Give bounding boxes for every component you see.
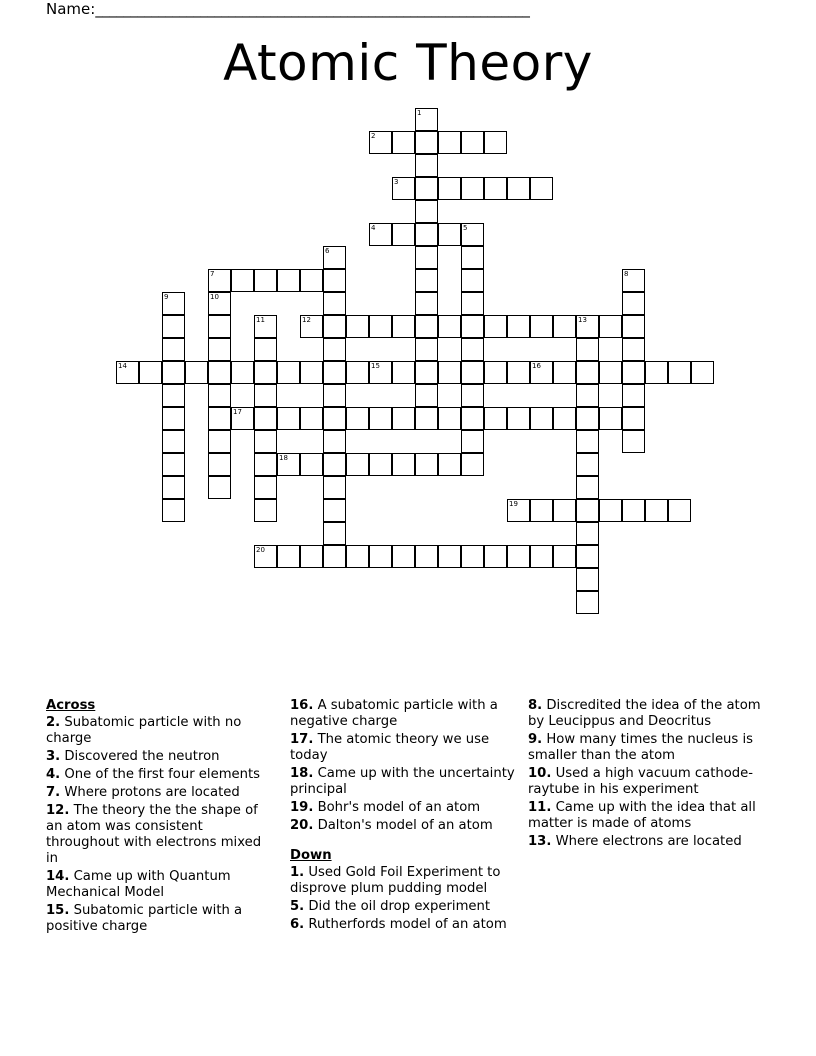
crossword-cell[interactable] — [622, 407, 645, 430]
crossword-cell[interactable] — [461, 246, 484, 269]
crossword-cell[interactable] — [323, 384, 346, 407]
clue-column-2 — [290, 698, 528, 935]
clue-number: 15. — [46, 903, 70, 918]
crossword-cell[interactable] — [208, 430, 231, 453]
crossword-cell[interactable] — [323, 292, 346, 315]
clue-spacer — [290, 836, 528, 848]
crossword-cell[interactable] — [392, 545, 415, 568]
cell-number: 8 — [624, 270, 629, 278]
clue-item — [290, 698, 528, 730]
cell-number: 18 — [279, 454, 288, 462]
crossword-cell[interactable] — [208, 292, 231, 315]
crossword-cell[interactable] — [392, 131, 415, 154]
crossword-cell[interactable] — [162, 476, 185, 499]
crossword-cell[interactable] — [323, 476, 346, 499]
clue-number: 2. — [46, 715, 61, 730]
cell-number: 2 — [371, 132, 376, 140]
crossword-cell[interactable] — [507, 177, 530, 200]
crossword-cell[interactable] — [254, 315, 277, 338]
clue-text: A subatomic particle with a negative charge — [290, 698, 498, 729]
crossword-cell[interactable] — [507, 361, 530, 384]
crossword-cell[interactable] — [415, 223, 438, 246]
clue-item — [290, 766, 528, 798]
clue-column-3 — [528, 698, 768, 852]
crossword-cell[interactable] — [461, 453, 484, 476]
clue-text: Where protons are located — [60, 785, 240, 800]
clue-text: One of the first four elements — [60, 767, 261, 782]
crossword-cell[interactable] — [484, 131, 507, 154]
crossword-cell[interactable] — [622, 269, 645, 292]
crossword-cell[interactable] — [208, 338, 231, 361]
clue-text: Bohr's model of an atom — [313, 800, 481, 815]
crossword-cell[interactable] — [622, 338, 645, 361]
crossword-cell[interactable] — [438, 223, 461, 246]
crossword-cell[interactable] — [369, 545, 392, 568]
clue-text: Discovered the neutron — [60, 749, 220, 764]
crossword-cell[interactable] — [208, 453, 231, 476]
crossword-cell[interactable] — [622, 499, 645, 522]
crossword-cell[interactable] — [576, 315, 599, 338]
crossword-cell[interactable] — [392, 315, 415, 338]
crossword-cell[interactable] — [116, 361, 139, 384]
crossword-cell[interactable] — [254, 338, 277, 361]
clue-item — [528, 834, 768, 850]
crossword-cell[interactable] — [553, 361, 576, 384]
crossword-cell[interactable] — [300, 453, 323, 476]
crossword-cell[interactable] — [599, 361, 622, 384]
crossword-cell[interactable] — [645, 361, 668, 384]
cell-number: 13 — [578, 316, 587, 324]
crossword-cell[interactable] — [254, 269, 277, 292]
crossword-cell[interactable] — [530, 499, 553, 522]
across-heading: Across — [46, 698, 96, 713]
crossword-cell[interactable] — [461, 131, 484, 154]
crossword-cell[interactable] — [553, 499, 576, 522]
clue-text: How many times the nucleus is smaller than the atom — [528, 732, 754, 763]
crossword-cell[interactable] — [484, 545, 507, 568]
clue-item — [46, 803, 274, 867]
crossword-cell[interactable] — [392, 407, 415, 430]
clue-item — [46, 767, 274, 783]
crossword-cell[interactable] — [254, 499, 277, 522]
crossword-cell[interactable] — [208, 269, 231, 292]
crossword-cell[interactable] — [369, 453, 392, 476]
name-field-line — [46, 0, 746, 18]
crossword-cell[interactable] — [576, 384, 599, 407]
crossword-cell[interactable] — [461, 430, 484, 453]
crossword-cell[interactable] — [461, 361, 484, 384]
crossword-cell[interactable] — [139, 361, 162, 384]
crossword-cell[interactable] — [208, 315, 231, 338]
clue-number: 9. — [528, 732, 543, 747]
crossword-cell[interactable] — [369, 131, 392, 154]
clue-item — [290, 899, 528, 915]
crossword-cell[interactable] — [185, 361, 208, 384]
crossword-cell[interactable] — [323, 453, 346, 476]
cell-number: 6 — [325, 247, 330, 255]
clue-text: Subatomic particle with a positive charge — [46, 903, 243, 934]
crossword-cell[interactable] — [461, 384, 484, 407]
name-label: Name: — [46, 0, 96, 18]
crossword-cell[interactable] — [162, 430, 185, 453]
cell-number: 11 — [256, 316, 265, 324]
crossword-cell[interactable] — [507, 315, 530, 338]
clue-item — [290, 917, 528, 933]
crossword-cell[interactable] — [300, 361, 323, 384]
cell-number: 4 — [371, 224, 376, 232]
crossword-cell[interactable] — [576, 568, 599, 591]
cell-number: 10 — [210, 293, 219, 301]
clue-text: Used a high vacuum cathode-raytube in his experiment — [528, 766, 754, 797]
crossword-cell[interactable] — [438, 315, 461, 338]
crossword-cell[interactable] — [438, 545, 461, 568]
crossword-cell[interactable] — [530, 545, 553, 568]
crossword-cell[interactable] — [507, 499, 530, 522]
crossword-cell[interactable] — [415, 177, 438, 200]
crossword-cell[interactable] — [323, 269, 346, 292]
crossword-cell[interactable] — [208, 384, 231, 407]
clue-number: 13. — [528, 834, 552, 849]
crossword-cell[interactable] — [162, 292, 185, 315]
clue-text: Came up with Quantum Mechanical Model — [46, 869, 231, 900]
crossword-cell[interactable] — [576, 338, 599, 361]
clue-number: 10. — [528, 766, 552, 781]
crossword-cell[interactable] — [622, 430, 645, 453]
crossword-cell[interactable] — [162, 338, 185, 361]
crossword-cell[interactable] — [599, 315, 622, 338]
crossword-cell[interactable] — [162, 315, 185, 338]
cell-number: 16 — [532, 362, 541, 370]
clue-number: 3. — [46, 749, 61, 764]
crossword-cell[interactable] — [162, 384, 185, 407]
clue-number: 16. — [290, 698, 314, 713]
crossword-cell[interactable] — [415, 200, 438, 223]
crossword-cell[interactable] — [576, 430, 599, 453]
crossword-cell[interactable] — [622, 292, 645, 315]
clue-item — [46, 785, 274, 801]
crossword-cell[interactable] — [162, 499, 185, 522]
crossword-cell[interactable] — [231, 269, 254, 292]
crossword-cell[interactable] — [162, 453, 185, 476]
crossword-cell[interactable] — [530, 361, 553, 384]
crossword-cell[interactable] — [438, 177, 461, 200]
clue-item — [46, 869, 274, 901]
clue-text: The atomic theory we use today — [290, 732, 490, 763]
crossword-cell[interactable] — [599, 407, 622, 430]
clue-number: 4. — [46, 767, 61, 782]
clue-number: 14. — [46, 869, 70, 884]
down-heading: Down — [290, 848, 332, 863]
crossword-cell[interactable] — [461, 545, 484, 568]
clue-number: 1. — [290, 865, 305, 880]
clue-item — [528, 766, 768, 798]
crossword-cell[interactable] — [507, 407, 530, 430]
crossword-cell[interactable] — [484, 315, 507, 338]
name-write-line: ______________________________________________________________ — [95, 0, 530, 18]
clue-text: Came up with the uncertainty principal — [290, 766, 515, 797]
crossword-cell[interactable] — [645, 499, 668, 522]
crossword-grid — [0, 108, 816, 554]
cell-number: 5 — [463, 224, 468, 232]
crossword-cell[interactable] — [461, 177, 484, 200]
crossword-cell[interactable] — [346, 453, 369, 476]
crossword-cell[interactable] — [576, 499, 599, 522]
crossword-cell[interactable] — [484, 177, 507, 200]
crossword-cell[interactable] — [392, 223, 415, 246]
clue-number: 18. — [290, 766, 314, 781]
clue-number: 19. — [290, 800, 314, 815]
crossword-cell[interactable] — [415, 108, 438, 131]
crossword-cell[interactable] — [415, 292, 438, 315]
crossword-cell[interactable] — [507, 545, 530, 568]
clue-text: Subatomic particle with no charge — [46, 715, 242, 746]
crossword-cell[interactable] — [576, 522, 599, 545]
crossword-cell[interactable] — [346, 407, 369, 430]
crossword-cell[interactable] — [208, 407, 231, 430]
crossword-cell[interactable] — [484, 407, 507, 430]
clue-item — [290, 818, 528, 834]
crossword-cell[interactable] — [691, 361, 714, 384]
crossword-cell[interactable] — [231, 361, 254, 384]
crossword-cell[interactable] — [277, 453, 300, 476]
crossword-cell[interactable] — [461, 315, 484, 338]
crossword-cell[interactable] — [392, 361, 415, 384]
clue-text: Used Gold Foil Experiment to disprove plum pudding model — [290, 865, 501, 896]
crossword-cell[interactable] — [576, 407, 599, 430]
crossword-cell[interactable] — [415, 453, 438, 476]
crossword-cell[interactable] — [392, 453, 415, 476]
crossword-cell[interactable] — [668, 499, 691, 522]
crossword-cell[interactable] — [323, 430, 346, 453]
crossword-cell[interactable] — [415, 361, 438, 384]
clue-text: The theory the the shape of an atom was consistent throughout with electrons mixed in — [46, 803, 262, 866]
crossword-cell[interactable] — [576, 476, 599, 499]
cell-number: 3 — [394, 178, 399, 186]
crossword-cell[interactable] — [277, 361, 300, 384]
crossword-cell[interactable] — [254, 453, 277, 476]
crossword-cell[interactable] — [208, 476, 231, 499]
cell-number: 12 — [302, 316, 311, 324]
crossword-cell[interactable] — [323, 407, 346, 430]
crossword-cell[interactable] — [231, 407, 254, 430]
crossword-cell[interactable] — [415, 315, 438, 338]
clue-item — [528, 698, 768, 730]
cell-number: 7 — [210, 270, 215, 278]
crossword-cell[interactable] — [461, 338, 484, 361]
cell-number: 9 — [164, 293, 169, 301]
crossword-cell[interactable] — [323, 338, 346, 361]
crossword-cell[interactable] — [300, 545, 323, 568]
clue-number: 12. — [46, 803, 70, 818]
clue-item — [46, 749, 274, 765]
clue-item — [46, 715, 274, 747]
crossword-cell[interactable] — [369, 315, 392, 338]
crossword-cell[interactable] — [369, 361, 392, 384]
crossword-cell[interactable] — [346, 315, 369, 338]
crossword-cell[interactable] — [277, 545, 300, 568]
clue-text: Dalton's model of an atom — [313, 818, 493, 833]
crossword-cell[interactable] — [254, 430, 277, 453]
crossword-cell[interactable] — [553, 407, 576, 430]
clue-number: 17. — [290, 732, 314, 747]
crossword-cell[interactable] — [323, 522, 346, 545]
crossword-cell[interactable] — [484, 361, 507, 384]
clue-item — [46, 903, 274, 935]
clue-number: 5. — [290, 899, 305, 914]
clue-item — [528, 732, 768, 764]
crossword-cell[interactable] — [300, 269, 323, 292]
clue-column-1 — [46, 698, 274, 937]
crossword-cell[interactable] — [461, 292, 484, 315]
crossword-cell[interactable] — [277, 407, 300, 430]
crossword-cell[interactable] — [277, 269, 300, 292]
crossword-cell[interactable] — [576, 453, 599, 476]
crossword-cell[interactable] — [461, 269, 484, 292]
crossword-cell[interactable] — [323, 315, 346, 338]
page-title: Atomic Theory — [223, 34, 593, 92]
crossword-cell[interactable] — [346, 545, 369, 568]
crossword-cell[interactable] — [553, 545, 576, 568]
crossword-cell[interactable] — [415, 338, 438, 361]
clue-number: 6. — [290, 917, 305, 932]
cell-number: 15 — [371, 362, 380, 370]
crossword-cell[interactable] — [162, 361, 185, 384]
crossword-cell[interactable] — [300, 407, 323, 430]
crossword-cell[interactable] — [438, 407, 461, 430]
crossword-cell[interactable] — [254, 361, 277, 384]
clue-text: Came up with the idea that all matter is made of atoms — [528, 800, 756, 831]
crossword-cell[interactable] — [530, 177, 553, 200]
crossword-cell[interactable] — [415, 131, 438, 154]
crossword-cell[interactable] — [369, 223, 392, 246]
crossword-cell[interactable] — [576, 545, 599, 568]
clue-text: Rutherfords model of an atom — [304, 917, 507, 932]
crossword-cell[interactable] — [415, 269, 438, 292]
clue-number: 20. — [290, 818, 314, 833]
clue-number: 7. — [46, 785, 61, 800]
clue-item — [290, 732, 528, 764]
cell-number: 20 — [256, 546, 265, 554]
crossword-cell[interactable] — [162, 407, 185, 430]
crossword-cell[interactable] — [668, 361, 691, 384]
clue-item — [290, 800, 528, 816]
clues-section — [46, 698, 772, 958]
crossword-cell[interactable] — [415, 407, 438, 430]
crossword-cell[interactable] — [254, 407, 277, 430]
cell-number: 17 — [233, 408, 242, 416]
crossword-cell[interactable] — [438, 131, 461, 154]
crossword-cell[interactable] — [576, 591, 599, 614]
crossword-cell[interactable] — [323, 361, 346, 384]
crossword-cell[interactable] — [461, 407, 484, 430]
clue-text: Discredited the idea of the atom by Leucippus and Deocritus — [528, 698, 761, 729]
crossword-cell[interactable] — [438, 361, 461, 384]
crossword-cell[interactable] — [576, 361, 599, 384]
crossword-cell[interactable] — [346, 361, 369, 384]
clue-number: 8. — [528, 698, 543, 713]
clue-text: Where electrons are located — [551, 834, 742, 849]
crossword-cell[interactable] — [254, 384, 277, 407]
crossword-cell[interactable] — [254, 545, 277, 568]
crossword-cell[interactable] — [622, 361, 645, 384]
cell-number: 19 — [509, 500, 518, 508]
clue-text: Did the oil drop experiment — [304, 899, 491, 914]
crossword-cell[interactable] — [415, 384, 438, 407]
crossword-cell[interactable] — [461, 223, 484, 246]
crossword-cell[interactable] — [415, 246, 438, 269]
crossword-cell[interactable] — [323, 499, 346, 522]
crossword-cell[interactable] — [553, 315, 576, 338]
crossword-cell[interactable] — [530, 315, 553, 338]
crossword-cell[interactable] — [254, 476, 277, 499]
crossword-cell[interactable] — [622, 315, 645, 338]
crossword-cell[interactable] — [300, 315, 323, 338]
crossword-cell[interactable] — [415, 545, 438, 568]
crossword-cell[interactable] — [323, 545, 346, 568]
cell-number: 1 — [417, 109, 422, 117]
crossword-cell[interactable] — [392, 177, 415, 200]
cell-number: 14 — [118, 362, 127, 370]
crossword-cell[interactable] — [622, 384, 645, 407]
clue-item — [290, 865, 528, 897]
clue-number: 11. — [528, 800, 552, 815]
crossword-cell[interactable] — [530, 407, 553, 430]
crossword-cell[interactable] — [599, 499, 622, 522]
clue-item — [528, 800, 768, 832]
crossword-cell[interactable] — [438, 453, 461, 476]
crossword-cell[interactable] — [415, 154, 438, 177]
crossword-cell[interactable] — [208, 361, 231, 384]
crossword-cell[interactable] — [323, 246, 346, 269]
crossword-cell[interactable] — [369, 407, 392, 430]
